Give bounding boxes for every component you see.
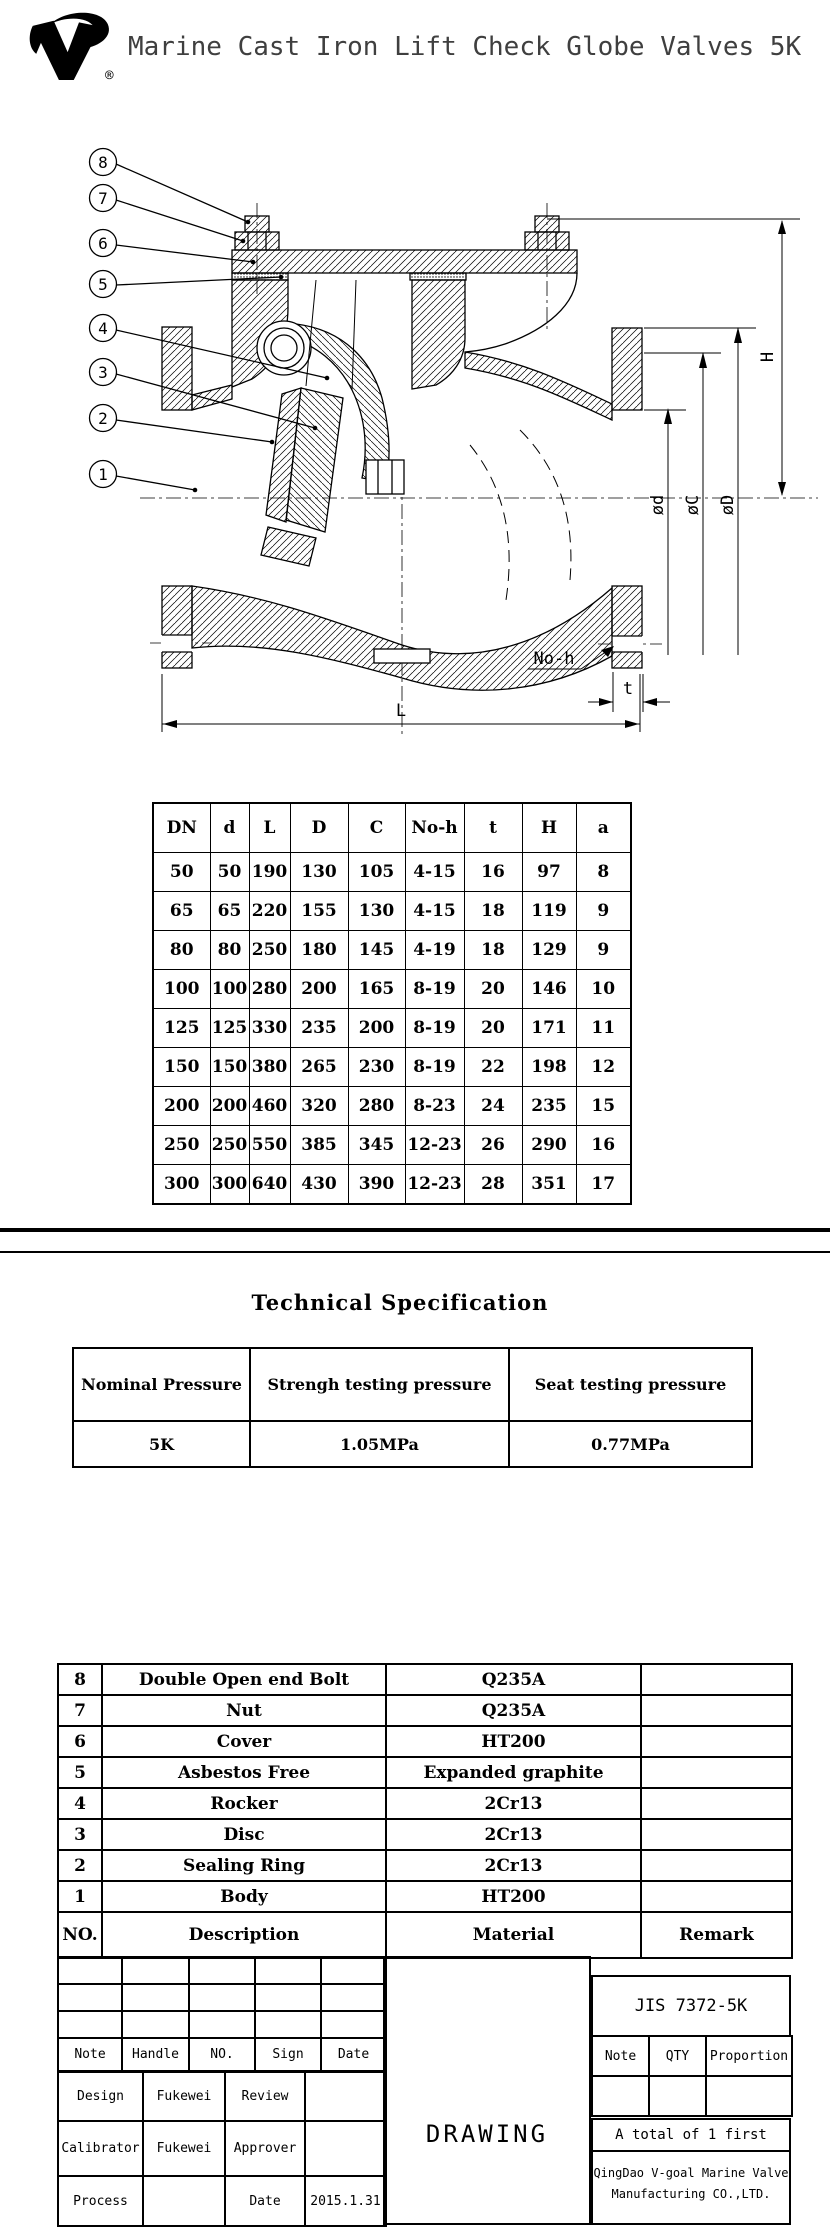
approver-label: Approver — [225, 2121, 305, 2176]
table-cell: 4-15 — [405, 892, 464, 931]
table-cell: 8 — [576, 853, 631, 892]
table-cell: 280 — [249, 970, 290, 1009]
table-cell: 230 — [348, 1048, 405, 1087]
table-cell: 330 — [249, 1009, 290, 1048]
table-cell: 8-19 — [405, 970, 464, 1009]
revision-row — [58, 1957, 386, 1984]
table-cell — [641, 1664, 792, 1695]
table-cell: 16 — [464, 853, 522, 892]
table-cell: 171 — [522, 1009, 576, 1048]
col-header-D: D — [290, 803, 348, 853]
spec-col-strength-test: Strengh testing pressure — [250, 1348, 509, 1421]
inlet-flange-bottom — [162, 586, 192, 668]
spec-value-nominal-pressure: 5K — [73, 1421, 250, 1467]
table-cell: 9 — [576, 892, 631, 931]
section-divider-thin — [0, 1251, 830, 1253]
table-cell: 150 — [210, 1048, 249, 1087]
table-cell: 300 — [153, 1165, 210, 1205]
table-cell: 250 — [210, 1126, 249, 1165]
dimension-table — [152, 802, 632, 1205]
review-value — [305, 2072, 386, 2121]
dim-label-t: t — [622, 679, 634, 699]
qty-label: QTY — [649, 2036, 706, 2076]
table-cell: 280 — [348, 1087, 405, 1126]
table-cell — [641, 1788, 792, 1819]
table-cell: 8 — [58, 1664, 102, 1695]
table-cell: 8-23 — [405, 1087, 464, 1126]
table-cell: 220 — [249, 892, 290, 931]
revision-row — [58, 1984, 386, 2011]
table-cell: 6 — [58, 1726, 102, 1757]
proportion-value — [706, 2076, 792, 2116]
table-cell: 145 — [348, 931, 405, 970]
table-cell: 80 — [210, 931, 249, 970]
review-label: Review — [225, 2072, 305, 2121]
approval-grid — [57, 2071, 387, 2227]
seat-boss — [261, 527, 316, 566]
table-cell: 125 — [210, 1009, 249, 1048]
table-cell: 235 — [290, 1009, 348, 1048]
table-cell: 250 — [153, 1126, 210, 1165]
table-cell: 550 — [249, 1126, 290, 1165]
calibrator-value: Fukewei — [143, 2121, 225, 2176]
callout-8: 8 — [98, 153, 108, 172]
col-header-No-h: No-h — [405, 803, 464, 853]
table-cell — [641, 1819, 792, 1850]
table-cell: 4 — [58, 1788, 102, 1819]
spec-value-seat-test: 0.77MPa — [509, 1421, 752, 1467]
section-divider-thick — [0, 1228, 830, 1232]
table-cell: 100 — [210, 970, 249, 1009]
callout-3: 3 — [98, 363, 108, 382]
table-cell: 11 — [576, 1009, 631, 1048]
table-cell — [641, 1850, 792, 1881]
parts-col-no: NO. — [58, 1912, 102, 1958]
table-cell — [641, 1881, 792, 1912]
table-cell: 24 — [464, 1087, 522, 1126]
company-line2: Manufacturing CO.,LTD. — [611, 2187, 771, 2201]
table-cell: 265 — [290, 1048, 348, 1087]
table-cell: Q235A — [386, 1664, 641, 1695]
valve-section-drawing — [0, 90, 830, 750]
table-cell: 20 — [464, 1009, 522, 1048]
table-cell: 8-19 — [405, 1048, 464, 1087]
note-label: Note — [58, 2038, 122, 2071]
table-row — [153, 1009, 631, 1048]
callout-6: 6 — [98, 234, 108, 253]
table-cell: 3 — [58, 1819, 102, 1850]
table-cell: 2Cr13 — [386, 1788, 641, 1819]
rocker-nut — [366, 460, 404, 494]
table-cell: 65 — [153, 892, 210, 931]
table-cell — [641, 1726, 792, 1757]
parts-table-body — [58, 1664, 792, 1912]
dim-label-H: H — [758, 351, 778, 363]
table-cell: 235 — [522, 1087, 576, 1126]
table-cell: 390 — [348, 1165, 405, 1205]
table-row — [153, 1126, 631, 1165]
process-value — [143, 2176, 225, 2226]
table-cell: 130 — [290, 853, 348, 892]
bolt-left — [235, 216, 279, 250]
table-cell: 28 — [464, 1165, 522, 1205]
table-cell: 18 — [464, 931, 522, 970]
body-wall-top-right — [465, 352, 612, 420]
qty-header-row — [592, 2036, 792, 2076]
qty-note-label: Note — [592, 2036, 649, 2076]
qty-value — [649, 2076, 706, 2116]
table-row — [58, 1819, 792, 1850]
table-cell: Rocker — [102, 1788, 386, 1819]
parts-col-material: Material — [386, 1912, 641, 1958]
table-row — [153, 1048, 631, 1087]
table-cell — [641, 1757, 792, 1788]
table-row — [153, 970, 631, 1009]
table-cell: 130 — [348, 892, 405, 931]
table-cell: 65 — [210, 892, 249, 931]
table-cell: Asbestos Free — [102, 1757, 386, 1788]
process-label: Process — [58, 2176, 143, 2226]
table-cell: 119 — [522, 892, 576, 931]
company-cell — [591, 2150, 791, 2225]
table-row — [153, 1165, 631, 1205]
table-cell: 26 — [464, 1126, 522, 1165]
qty-note-value — [592, 2076, 649, 2116]
inlet-flange-top — [162, 327, 192, 410]
table-cell: 22 — [464, 1048, 522, 1087]
spec-title: Technical Specification — [251, 1290, 549, 1315]
calibrator-row — [58, 2121, 386, 2176]
qty-value-row — [592, 2076, 792, 2116]
table-cell: 105 — [348, 853, 405, 892]
drawing-cell — [383, 1956, 591, 2225]
hinge-pin — [257, 321, 311, 375]
dim-label-d: ød — [648, 494, 668, 516]
table-cell: 198 — [522, 1048, 576, 1087]
outlet-flange-bottom — [612, 586, 642, 668]
table-cell: 380 — [249, 1048, 290, 1087]
col-header-t: t — [464, 803, 522, 853]
table-cell: 9 — [576, 931, 631, 970]
table-cell: 17 — [576, 1165, 631, 1205]
table-cell: 50 — [153, 853, 210, 892]
table-cell: 100 — [153, 970, 210, 1009]
table-cell: 320 — [290, 1087, 348, 1126]
table-cell: 200 — [348, 1009, 405, 1048]
sign-label: Sign — [255, 2038, 321, 2071]
date-field-label: Date — [225, 2176, 305, 2226]
process-row — [58, 2176, 386, 2226]
bolt-right — [525, 216, 569, 250]
table-cell: 16 — [576, 1126, 631, 1165]
table-cell: 155 — [290, 892, 348, 931]
total-cell: A total of 1 first — [591, 2118, 791, 2152]
drawing-label: DRAWING — [425, 2120, 549, 2148]
hidden-lines — [470, 430, 571, 600]
table-cell: HT200 — [386, 1881, 641, 1912]
table-cell: HT200 — [386, 1726, 641, 1757]
table-cell: 7 — [58, 1695, 102, 1726]
spec-value-row — [73, 1421, 752, 1467]
outlet-flange-top — [612, 328, 642, 410]
spec-table — [72, 1347, 753, 1468]
table-cell: 460 — [249, 1087, 290, 1126]
table-row — [58, 1664, 792, 1695]
dimension-table-body — [153, 853, 631, 1205]
callout-5: 5 — [98, 275, 108, 294]
spec-header-row — [73, 1348, 752, 1421]
dim-label-L: L — [395, 701, 407, 721]
standard-cell: JIS 7372-5K — [591, 1975, 791, 2037]
handle-label: Handle — [122, 2038, 189, 2071]
revision-header-row — [58, 2038, 386, 2071]
table-cell: 125 — [153, 1009, 210, 1048]
table-row — [58, 1788, 792, 1819]
dim-label-D: øD — [718, 494, 738, 516]
table-cell: 12-23 — [405, 1165, 464, 1205]
table-cell: Expanded graphite — [386, 1757, 641, 1788]
table-cell: 345 — [348, 1126, 405, 1165]
table-row — [58, 1695, 792, 1726]
table-cell: 165 — [348, 970, 405, 1009]
proportion-label: Proportion — [706, 2036, 792, 2076]
table-cell: Cover — [102, 1726, 386, 1757]
table-cell: 18 — [464, 892, 522, 931]
table-cell: 150 — [153, 1048, 210, 1087]
callout-1: 1 — [98, 465, 108, 484]
table-row — [153, 1087, 631, 1126]
design-value: Fukewei — [143, 2072, 225, 2121]
revision-row — [58, 2011, 386, 2038]
table-row — [58, 1850, 792, 1881]
table-cell: 5 — [58, 1757, 102, 1788]
calibrator-label: Calibrator — [58, 2121, 143, 2176]
table-cell: 1 — [58, 1881, 102, 1912]
gasket — [410, 273, 466, 280]
vgoal-logo — [24, 6, 120, 86]
table-cell: Q235A — [386, 1695, 641, 1726]
col-header-d: d — [210, 803, 249, 853]
table-cell: 20 — [464, 970, 522, 1009]
table-cell: 200 — [210, 1087, 249, 1126]
company-line1: QingDao V-goal Marine Valve — [593, 2166, 789, 2180]
col-header-H: H — [522, 803, 576, 853]
table-cell — [641, 1695, 792, 1726]
table-cell: 10 — [576, 970, 631, 1009]
table-row — [58, 1757, 792, 1788]
callout-2: 2 — [98, 409, 108, 428]
dimension-table-header — [153, 803, 631, 853]
approver-value — [305, 2121, 386, 2176]
parts-col-remark: Remark — [641, 1912, 792, 1958]
table-cell: 12 — [576, 1048, 631, 1087]
table-cell: Nut — [102, 1695, 386, 1726]
table-row — [153, 853, 631, 892]
table-row — [58, 1726, 792, 1757]
table-cell: 80 — [153, 931, 210, 970]
dim-label-C: øC — [683, 494, 703, 516]
table-row — [153, 931, 631, 970]
callout-7: 7 — [98, 189, 108, 208]
table-cell: 4-19 — [405, 931, 464, 970]
bottom-boss — [374, 649, 430, 663]
table-cell: 2Cr13 — [386, 1850, 641, 1881]
parts-col-description: Description — [102, 1912, 386, 1958]
bonnet-wall-right — [412, 280, 465, 389]
spec-col-nominal-pressure: Nominal Pressure — [73, 1348, 250, 1421]
table-cell: 129 — [522, 931, 576, 970]
table-row — [153, 892, 631, 931]
qty-grid — [591, 2035, 793, 2117]
table-cell: Double Open end Bolt — [102, 1664, 386, 1695]
table-cell: 385 — [290, 1126, 348, 1165]
table-cell: 430 — [290, 1165, 348, 1205]
revision-grid — [57, 1956, 387, 2072]
table-cell: 2Cr13 — [386, 1819, 641, 1850]
table-cell: Disc — [102, 1819, 386, 1850]
parts-table-footer — [58, 1912, 792, 1958]
table-cell: 50 — [210, 853, 249, 892]
table-cell: Body — [102, 1881, 386, 1912]
table-cell: 12-23 — [405, 1126, 464, 1165]
body-wall-top-left — [192, 385, 232, 410]
table-cell: 290 — [522, 1126, 576, 1165]
col-header-a: a — [576, 803, 631, 853]
registered-icon: ® — [105, 68, 114, 85]
col-header-DN: DN — [153, 803, 210, 853]
design-label: Design — [58, 2072, 143, 2121]
page-title: Marine Cast Iron Lift Check Globe Valves 5K — [128, 32, 802, 62]
table-cell: 250 — [249, 931, 290, 970]
table-cell: 8-19 — [405, 1009, 464, 1048]
table-cell: 200 — [290, 970, 348, 1009]
table-cell: 4-15 — [405, 853, 464, 892]
no-label: NO. — [189, 2038, 255, 2071]
table-cell: 351 — [522, 1165, 576, 1205]
cover-plate — [232, 250, 577, 273]
table-cell: Sealing Ring — [102, 1850, 386, 1881]
date-label: Date — [321, 2038, 386, 2071]
table-cell: 15 — [576, 1087, 631, 1126]
spec-col-seat-test: Seat testing pressure — [509, 1348, 752, 1421]
dim-label-No-h: No-h — [533, 649, 575, 669]
date-value: 2015.1.31 — [305, 2176, 386, 2226]
table-cell: 200 — [153, 1087, 210, 1126]
table-cell: 2 — [58, 1850, 102, 1881]
table-cell: 97 — [522, 853, 576, 892]
design-row — [58, 2072, 386, 2121]
col-header-L: L — [249, 803, 290, 853]
table-cell: 180 — [290, 931, 348, 970]
table-cell: 190 — [249, 853, 290, 892]
table-cell: 146 — [522, 970, 576, 1009]
table-row — [58, 1881, 792, 1912]
table-cell: 300 — [210, 1165, 249, 1205]
parts-table — [57, 1663, 793, 1959]
table-cell: 640 — [249, 1165, 290, 1205]
col-header-C: C — [348, 803, 405, 853]
spec-value-strength-test: 1.05MPa — [250, 1421, 509, 1467]
callout-4: 4 — [98, 319, 108, 338]
